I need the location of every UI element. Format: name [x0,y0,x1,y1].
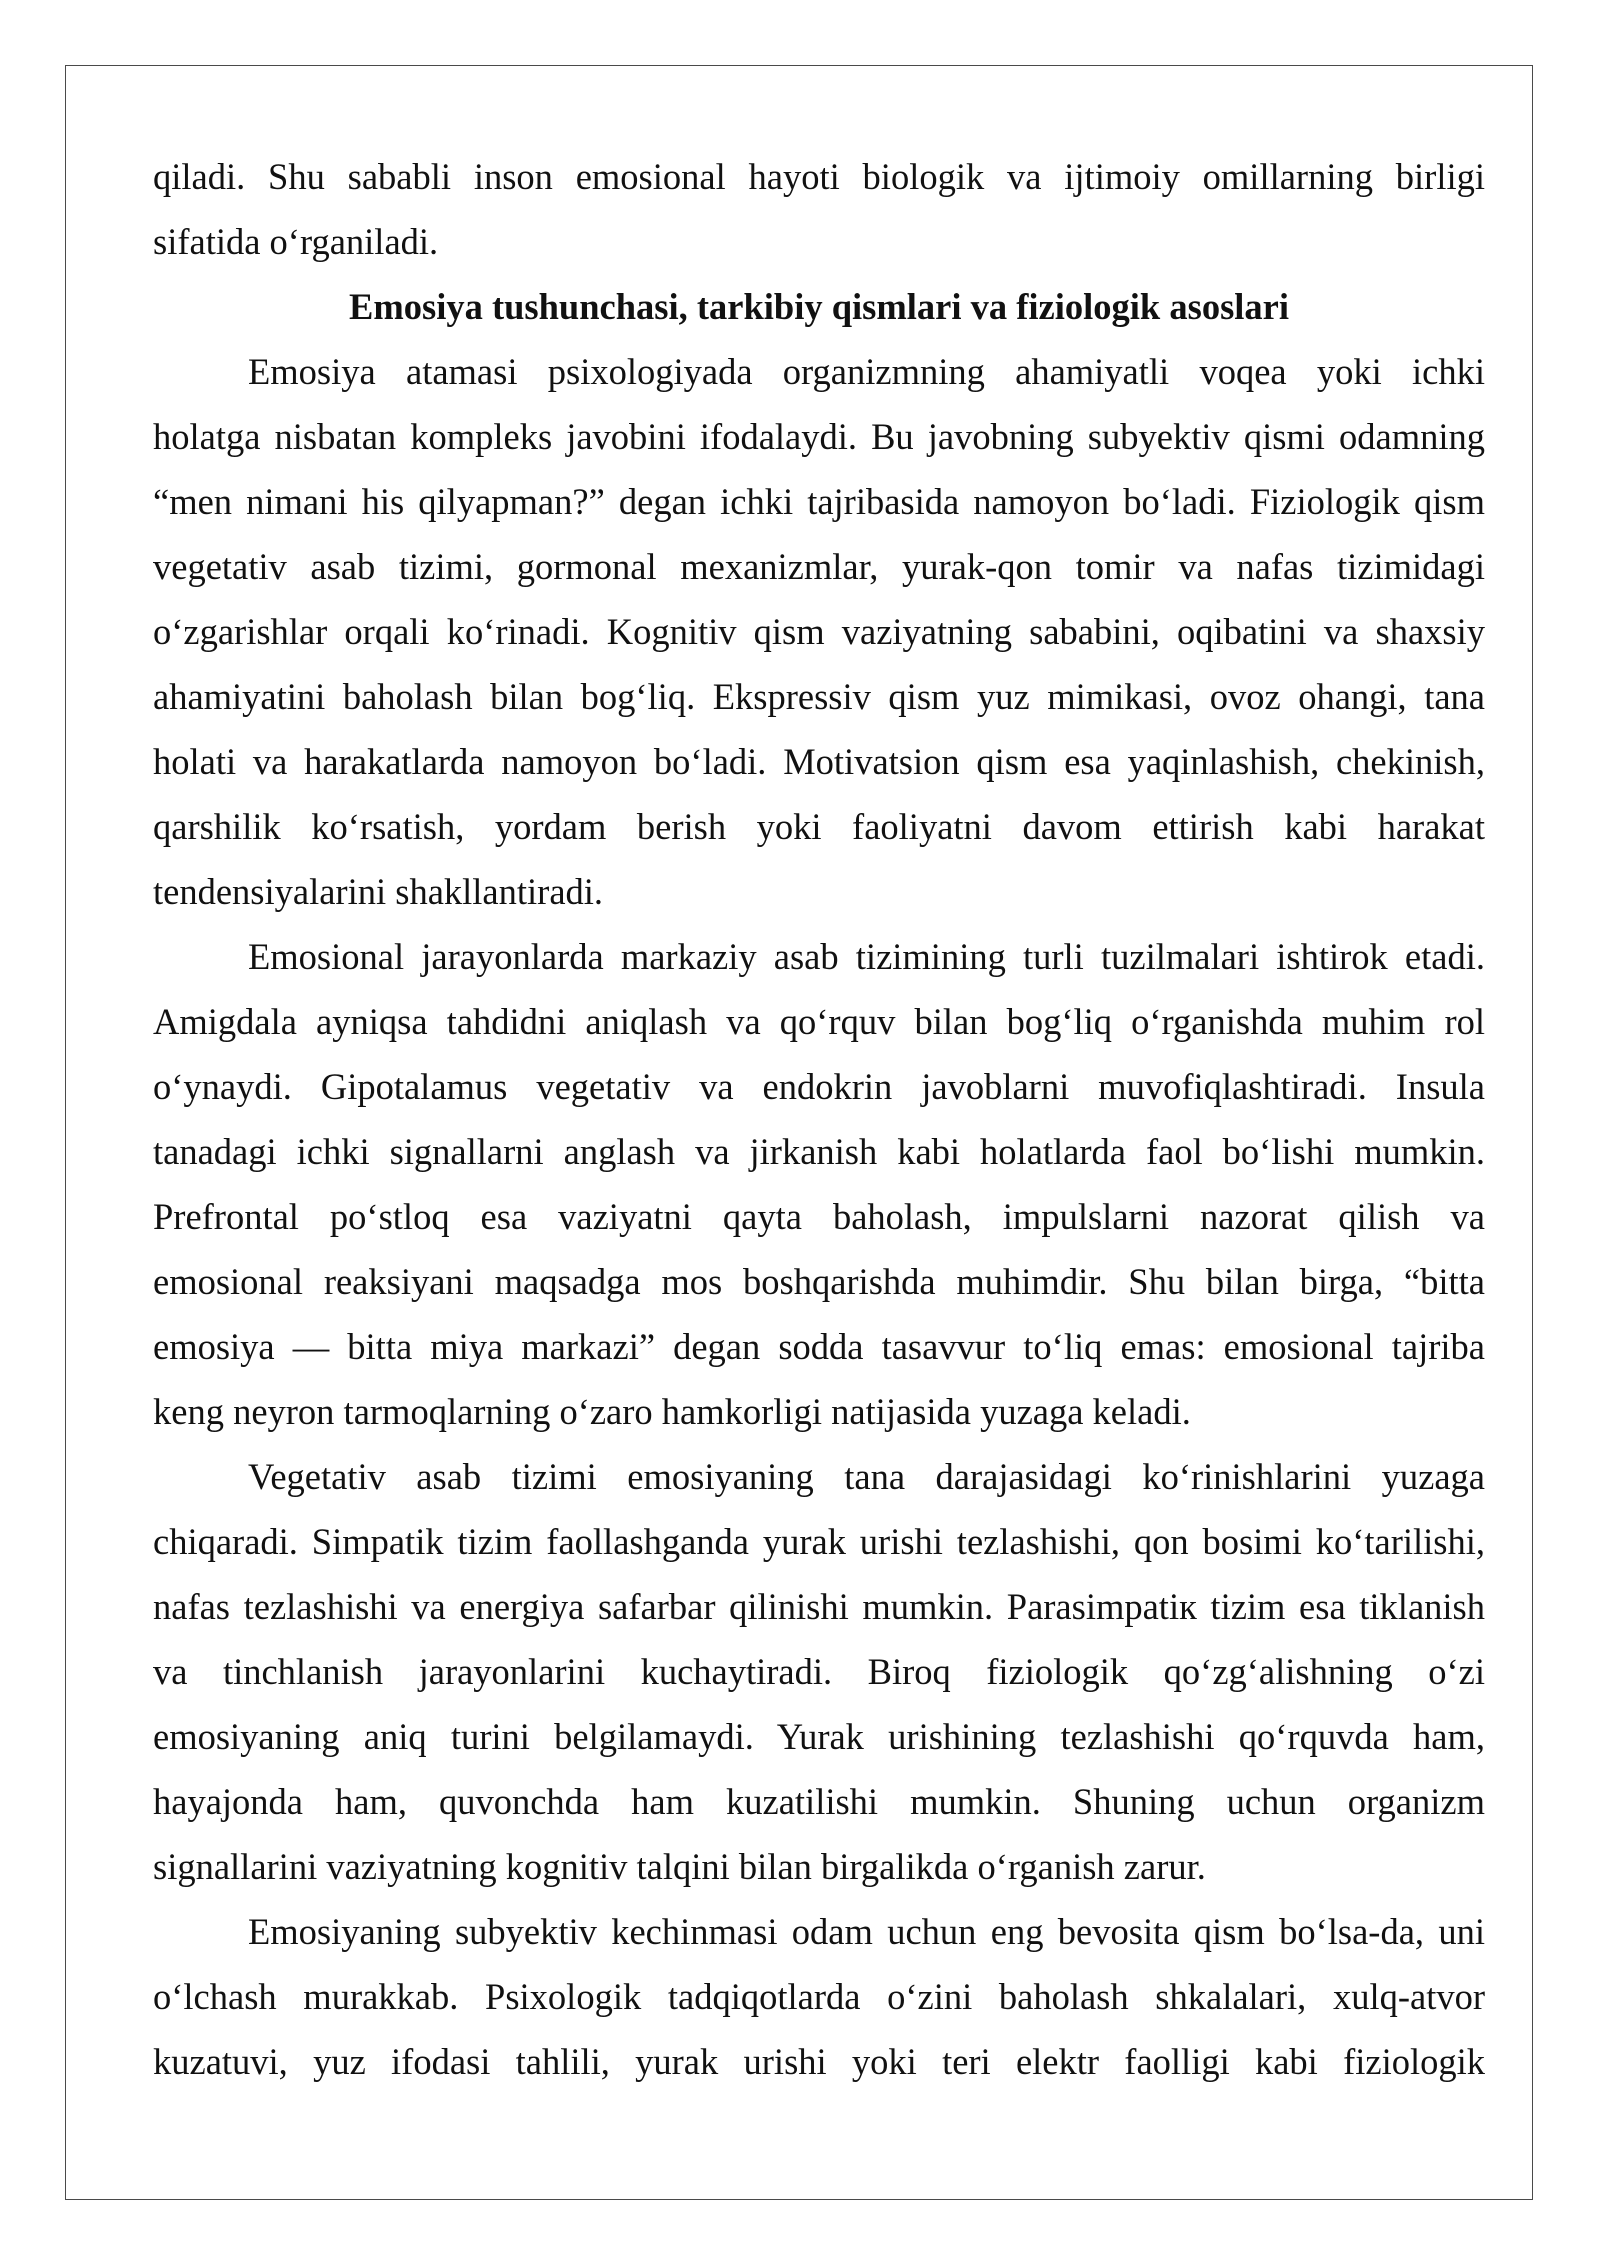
paragraph [153,1444,1485,1899]
text-line: qiladi. Shu sababli inson emosional hayoti biologik va ijtimoiy omillarning birligi [153,156,1485,197]
text-line: o‘zgarishlar orqali ko‘rinadi. Kognitiv qism vaziyatning sababini, oqibatini va shaxsiy [153,611,1485,652]
text-line: tanadagi ichki signallarni anglash va jirkanish kabi holatlarda faol bo‘lishi mumkin. [153,1131,1485,1172]
paragraph [153,144,1485,274]
text-line: vegetativ asab tizimi, gormonal mexanizmlar, yurak-qon tomir va nafas tizimidagi [153,546,1485,587]
text-line: sifatida o‘rganiladi. [153,221,439,262]
document-body [153,144,1485,2094]
text-line: Prefrontal po‘stloq esa vaziyatni qayta baholash, impulslarni nazorat qilish va [153,1196,1485,1237]
text-line: holatga nisbatan kompleks javobini ifodalaydi. Bu javobning subyektiv qismi odamning [153,416,1485,457]
text-line: Emosiya atamasi psixologiyada organizmning ahamiyatli voqea yoki ichki [248,351,1485,392]
text-line: Amigdala ayniqsa tahdidni aniqlash va qo‘rquv bilan bog‘liq o‘rganishda muhim rol [153,1001,1485,1042]
text-line: Emosiyaning subyektiv kechinmasi odam uchun eng bevosita qism bo‘lsa-da, uni [248,1911,1485,1952]
text-line: hayajonda ham, quvonchda ham kuzatilishi mumkin. Shuning uchun organizm [153,1781,1485,1822]
text-line: holati va harakatlarda namoyon bo‘ladi. Motivatsion qism esa yaqinlashish, chekinish, [153,741,1485,782]
text-line: emosional reaksiyani maqsadga mos boshqarishda muhimdir. Shu bilan birga, “bitta [153,1261,1485,1302]
text-line: qarshilik ko‘rsatish, yordam berish yoki faoliyatni davom ettirish kabi harakat [153,806,1485,847]
text-line: ahamiyatini baholash bilan bog‘liq. Ekspressiv qism yuz mimikasi, ovoz ohangi, tana [153,676,1485,717]
paragraph [153,1899,1485,2094]
text-line: emosiyaning aniq turini belgilamaydi. Yurak urishining tezlashishi qo‘rquvda ham, [153,1716,1485,1757]
text-line: o‘ynaydi. Gipotalamus vegetativ va endokrin javoblarni muvofiqlashtiradi. Insula [153,1066,1485,1107]
text-line: chiqaradi. Simpatik tizim faollashganda yurak urishi tezlashishi, qon bosimi ko‘tarilishi, [153,1521,1485,1562]
text-line: Emosional jarayonlarda markaziy asab tizimining turli tuzilmalari ishtirok etadi. [248,936,1485,977]
text-line: “men nimani his qilyapman?” degan ichki tajribasida namoyon bo‘ladi. Fiziologik qism [153,481,1485,522]
paragraph [153,924,1485,1444]
text-line: emosiya — bitta miya markazi” degan sodda tasavvur to‘liq emas: emosional tajriba [153,1326,1485,1367]
text-line: keng neyron tarmoqlarning o‘zaro hamkorligi natijasida yuzaga keladi. [153,1391,1191,1432]
paragraph [153,339,1485,924]
text-line: kuzatuvi, yuz ifodasi tahlili, yurak urishi yoki teri elektr faolligi kabi fiziologik [153,2041,1485,2082]
text-line: va tinchlanish jarayonlarini kuchaytiradi. Biroq fiziologik qo‘zg‘alishning o‘zi [153,1651,1485,1692]
text-line: tendensiyalarini shakllantiradi. [153,871,604,912]
text-line: o‘lchash murakkab. Psixologik tadqiqotlarda o‘zini baholash shkalalari, xulq-atvor [153,1976,1485,2017]
text-line: signallarini vaziyatning kognitiv talqini bilan birgalikda o‘rganish zarur. [153,1846,1206,1887]
text-line: nafas tezlashishi va energiya safarbar qilinishi mumkin. Parasimpatiк tizim esa tiklanish [153,1586,1485,1627]
text-line: Vegetativ asab tizimi emosiyaning tana darajasidagi ko‘rinishlarini yuzaga [248,1456,1485,1497]
section-heading: Emosiya tushunchasi, tarkibiy qismlari va fiziologik asoslari [349,286,1289,327]
